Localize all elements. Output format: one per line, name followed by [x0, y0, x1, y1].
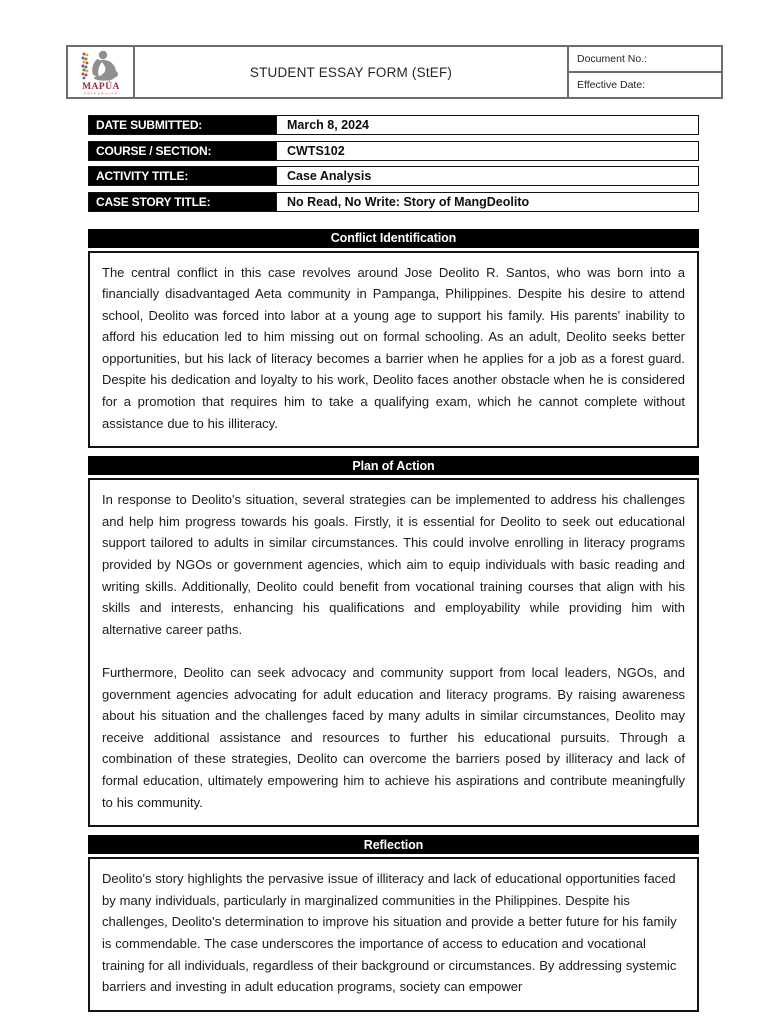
document-no-label: Document No.: [569, 47, 721, 73]
course-section-value: CWTS102 [277, 142, 698, 160]
table-row-case-story-title [88, 192, 699, 212]
table-row-activity-title [88, 166, 699, 186]
activity-title-label: ACTIVITY TITLE: [89, 167, 277, 185]
date-submitted-label: DATE SUBMITTED: [89, 116, 277, 134]
section-header-reflection: Reflection [88, 835, 699, 854]
header-meta-cell [569, 47, 721, 97]
form-header-table [66, 45, 723, 99]
section-header-plan-of-action: Plan of Action [88, 456, 699, 475]
case-story-title-value: No Read, No Write: Story of MangDeolito [277, 193, 698, 211]
logo-wordmark: MAPÚA [81, 82, 120, 92]
table-row-date-submitted [88, 115, 699, 135]
case-story-title-label: CASE STORY TITLE: [89, 193, 277, 211]
mapua-university-logo [73, 47, 129, 97]
plan-paragraph-2: Furthermore, Deolito can seek advocacy and community support from local leaders, NGOs, and government agencies advocating for adult education and literacy programs. By raising awareness about his situation and the challenges faced by many adults in similar circumstances, Deolito may receive additional assistance and resources to further his educational pursuits. Through a combination of these strategies, Deolito can overcome the barriers posed by illiteracy and lack of formal education, ultimately empowering him to achieve his aspirations and contribute meaningfully to his community. [102, 665, 685, 810]
form-title: STUDENT ESSAY FORM (StEF) [135, 47, 569, 97]
section-body-plan-of-action [88, 478, 699, 827]
plan-paragraph-1: In response to Deolito's situation, several strategies can be implemented to address his challenges and help him progress towards his goals. Firstly, it is essential for Deolito to seek out educational support tailored to adults in similar circumstances. This could involve enrolling in literacy programs provided by NGOs or government agencies, which aim to equip individuals with basic reading and writing skills. Additionally, Deolito could benefit from vocational training courses that align with his skills and interests, enhancing his qualifications and employability while providing him with alternative career paths. [102, 492, 685, 637]
logo-mosaic-dots [81, 53, 88, 80]
logo-figure [92, 51, 118, 81]
effective-date-label: Effective Date: [577, 79, 646, 91]
section-body-conflict-identification [88, 251, 699, 449]
table-row-course-section [88, 141, 699, 161]
form-body [88, 115, 699, 1012]
conflict-paragraph: The central conflict in this case revolves around Jose Deolito R. Santos, who was born into a financially disadvantaged Aeta community in Pampanga, Philippines. Despite his desire to attend school, Deolito was forced into labor at a young age to support his family. His parents' inability to afford his education led to him missing out on formal schooling. As an adult, Deolito seeks better opportunities, but his lack of literacy becomes a barrier when he applies for a job as a forest guard. Despite his dedication and loyalty to his work, Deolito faces another obstacle when he is considered for a promotion that requires him to take a qualifying exam, which he cannot complete without assistance due to his illiteracy. [102, 264, 685, 431]
date-submitted-value: March 8, 2024 [277, 116, 698, 134]
activity-title-value: Case Analysis [277, 167, 698, 185]
info-table [88, 115, 699, 212]
section-body-reflection [88, 857, 699, 1012]
course-section-label: COURSE / SECTION: [89, 142, 277, 160]
logo-cell [68, 47, 135, 97]
reflection-paragraph: Deolito's story highlights the pervasive issue of illiteracy and lack of educational opportunities faced by many individuals, particularly in marginalized communities in the Philippines. Despite his challenges, Deolito's determination to improve his situation and provide a better future for his family is commendable. The case underscores the importance of access to education and vocational training for all individuals, regardless of their background or circumstances. By addressing systemic barriers and investing in adult education programs, society can empower [102, 871, 677, 995]
section-header-conflict-identification: Conflict Identification [88, 229, 699, 248]
logo-sub-wordmark: UNIVERSITY [82, 91, 119, 96]
